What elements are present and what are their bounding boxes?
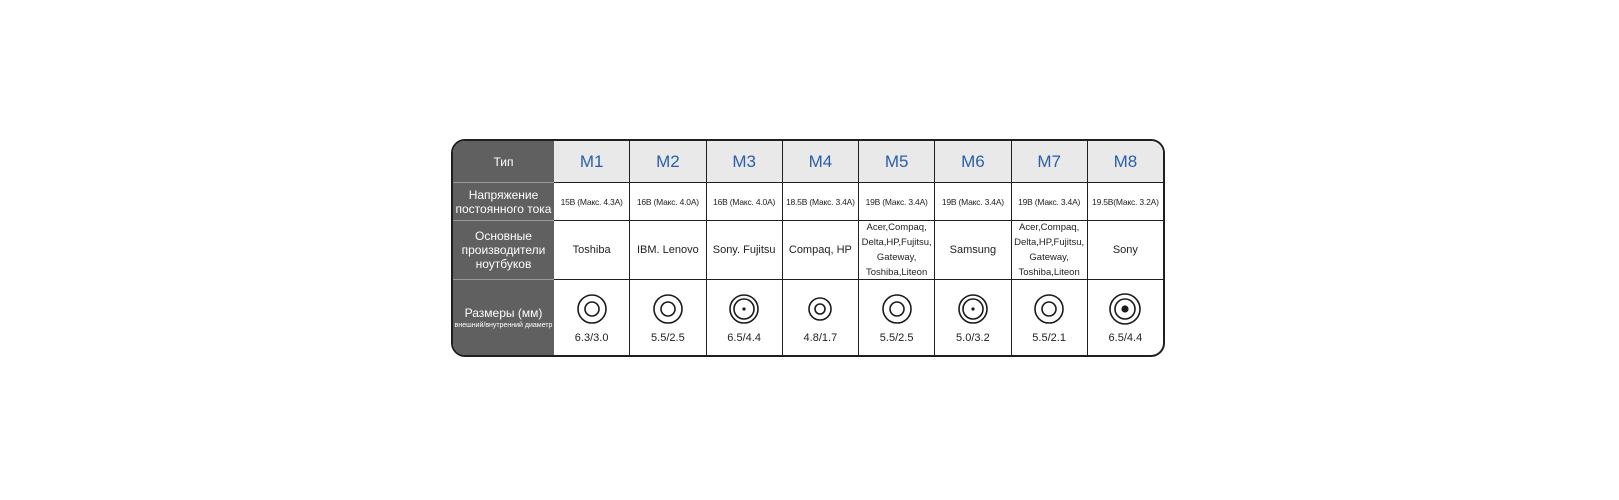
plug-connector-icon — [727, 292, 761, 326]
column-m5 — [858, 141, 934, 355]
size-value — [707, 280, 782, 355]
size-value — [935, 280, 1010, 355]
manufacturers-text: Sony — [1112, 243, 1138, 256]
type-label: M8 — [1088, 141, 1163, 183]
voltage-value: 19В (Макс. 3.4А) — [1012, 183, 1087, 221]
size-text: 5.5/2.5 — [879, 331, 914, 344]
voltage-value: 19.5В(Макс. 3.2А) — [1088, 183, 1163, 221]
size-text: 5.5/2.1 — [1032, 331, 1066, 344]
manufacturers-text: Acer,Compaq, Delta,HP,Fujitsu, Gateway, Toshiba,Liteon — [1014, 222, 1085, 278]
column-m4 — [782, 141, 858, 355]
type-label: M7 — [1012, 141, 1087, 183]
size-value — [630, 280, 705, 355]
plug-connector-icon — [1032, 292, 1066, 326]
manufacturers-value — [630, 221, 705, 280]
size-value — [1088, 280, 1163, 355]
plug-connector-icon — [803, 292, 837, 326]
manufacturers-text: Toshiba — [572, 243, 611, 256]
manufacturers-value — [554, 221, 629, 280]
type-label: M2 — [630, 141, 705, 183]
size-text: 4.8/1.7 — [803, 331, 838, 344]
column-m8 — [1087, 141, 1163, 355]
size-text: 6.3/3.0 — [574, 331, 609, 344]
manufacturers-value — [935, 221, 1010, 280]
voltage-value: 19В (Макс. 3.4А) — [935, 183, 1010, 221]
manufacturers-value — [1088, 221, 1163, 280]
plug-connector-icon — [1108, 292, 1142, 326]
size-text: 6.5/4.4 — [727, 331, 761, 344]
column-m7 — [1011, 141, 1087, 355]
manufacturers-text: Samsung — [949, 243, 997, 256]
voltage-value: 15В (Макс. 4.3А) — [554, 183, 629, 221]
connector-table — [451, 139, 1165, 357]
voltage-value: 16В (Макс. 4.0А) — [707, 183, 782, 221]
voltage-value: 18.5В (Макс. 3.4А) — [783, 183, 858, 221]
manufacturers-text: Compaq, HP — [788, 243, 852, 256]
column-m1 — [554, 141, 629, 355]
row-header-voltage: Напряжение постоянного тока — [453, 183, 554, 221]
size-value — [554, 280, 629, 355]
type-label: M3 — [707, 141, 782, 183]
size-text: 6.5/4.4 — [1108, 331, 1143, 344]
manufacturers-value — [707, 221, 782, 280]
size-value — [859, 280, 934, 355]
plug-connector-icon — [880, 292, 914, 326]
voltage-value: 16В (Макс. 4.0А) — [630, 183, 705, 221]
type-label: M4 — [783, 141, 858, 183]
plug-connector-icon — [956, 292, 990, 326]
manufacturers-text: Sony. Fujitsu — [712, 243, 776, 256]
type-label: M1 — [554, 141, 629, 183]
row-header-column — [453, 141, 554, 355]
plug-connector-icon — [651, 292, 685, 326]
size-text: 5.5/2.5 — [651, 331, 685, 344]
type-label: M5 — [859, 141, 934, 183]
voltage-value: 19В (Макс. 3.4А) — [859, 183, 934, 221]
row-header-manufacturers: Основные производители ноутбуков — [453, 221, 554, 280]
manufacturers-text: IBM. Lenovo — [636, 243, 699, 256]
size-value — [1012, 280, 1087, 355]
column-m2 — [629, 141, 705, 355]
manufacturers-value — [783, 221, 858, 280]
type-label: M6 — [935, 141, 1010, 183]
size-text: 5.0/3.2 — [956, 331, 990, 344]
plug-connector-icon — [575, 292, 609, 326]
manufacturers-value — [859, 221, 934, 280]
column-m6 — [934, 141, 1010, 355]
manufacturers-text: Acer,Compaq, Delta,HP,Fujitsu, Gateway, Toshiba,Liteon — [861, 222, 932, 278]
row-header-type: Тип — [453, 141, 554, 183]
column-m3 — [706, 141, 782, 355]
data-columns — [554, 141, 1163, 355]
manufacturers-value — [1012, 221, 1087, 280]
row-header-size: Размеры (мм) внешний/внутренний диаметр — [454, 305, 553, 329]
size-value — [783, 280, 858, 355]
